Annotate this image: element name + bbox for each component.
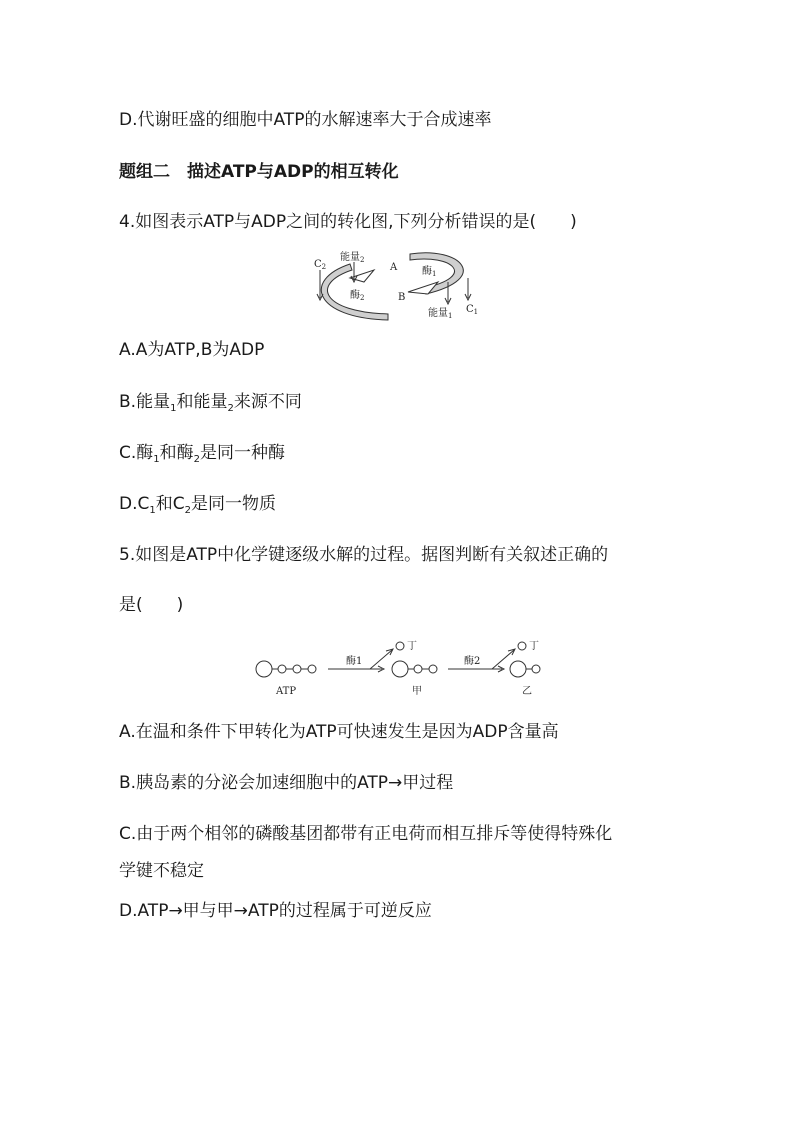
question-4-option-b: B.能量$_1$和能量$_2$来源不同 — [119, 392, 302, 414]
question-4-option-a: A.A为ATP,B为ADP — [119, 340, 265, 360]
option-d-previous: D.代谢旺盛的细胞中ATP的水解速率大于合成速率 — [119, 110, 492, 130]
question-4-stem: 4.如图表示ATP与ADP之间的转化图,下列分析错误的是( ) — [119, 212, 577, 232]
label-energy1: 能量$_1$ — [428, 308, 453, 320]
question-5-stem-line1: 5.如图是ATP中化学键逐级水解的过程。据图判断有关叙述正确的 — [119, 545, 609, 565]
question-5-option-d: D.ATP→甲与甲→ATP的过程属于可逆反应 — [119, 901, 432, 921]
label-enzyme1: 酶$_1$ — [422, 266, 437, 278]
section-title: 题组二 描述ATP与ADP的相互转化 — [119, 162, 399, 182]
label-c2: $C_2$ — [314, 259, 327, 271]
label-enzyme2: 酶2 — [464, 656, 481, 667]
question-5-option-c-line2: 学键不稳定 — [119, 861, 204, 881]
label-atp: ATP — [276, 686, 297, 697]
question-5-option-a: A.在温和条件下甲转化为ATP可快速发生是因为ADP含量高 — [119, 722, 559, 742]
question-5-option-b: B.胰岛素的分泌会加速细胞中的ATP→甲过程 — [119, 773, 454, 793]
label-enzyme2: 酶$_2$ — [350, 290, 365, 302]
question-4-option-c: C.酶$_1$和酶$_2$是同一种酶 — [119, 443, 286, 465]
label-b: B — [398, 292, 406, 303]
question-5-stem-line2: 是( ) — [119, 595, 184, 615]
atp-hydrolysis-diagram — [252, 634, 552, 700]
label-a: A — [390, 262, 398, 273]
label-jia: 甲 — [412, 686, 422, 697]
label-yi: 乙 — [522, 686, 532, 697]
label-ding-1: 丁 — [407, 641, 417, 652]
question-4-option-d: $D.C_1$和$C_2$是同一物质 — [119, 494, 276, 516]
label-enzyme1: 酶1 — [346, 656, 363, 667]
label-energy2: 能量$_2$ — [340, 252, 365, 264]
question-5-option-c-line1: C.由于两个相邻的磷酸基团都带有正电荷而相互排斥等使得特殊化 — [119, 824, 613, 844]
label-c1: $C_1$ — [466, 304, 479, 316]
label-ding-2: 丁 — [529, 641, 539, 652]
atp-adp-cycle-diagram — [310, 248, 490, 324]
